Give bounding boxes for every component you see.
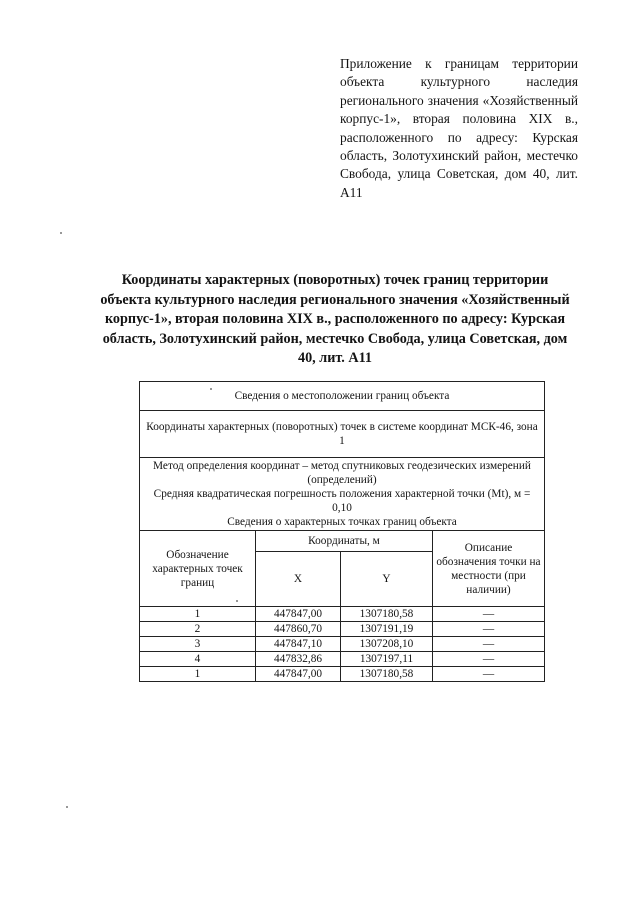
- coord-system-row: [140, 411, 545, 458]
- x-cell: 447847,00: [256, 607, 341, 622]
- method-row: [140, 458, 545, 531]
- table-row: [140, 622, 545, 637]
- scan-speck: [60, 232, 62, 234]
- table-row: [140, 607, 545, 622]
- y-cell: 1307197,11: [341, 652, 433, 667]
- point-cell: 1: [140, 607, 256, 622]
- scan-speck: [210, 388, 212, 390]
- document-title-text: Координаты характерных (поворотных) точек границ территории объекта культурного наследия регионального значения «Хозяйственный корпус-1», вторая половина XIX в., расположенного по адресу: Курская область, Золотухинский район, местечко Свобода, улица Советская, дом 40, лит. А11: [100, 272, 570, 366]
- x-cell: 447860,70: [256, 622, 341, 637]
- y-cell: 1307208,10: [341, 637, 433, 652]
- y-header: Y: [341, 552, 433, 607]
- coordinates-table: [139, 381, 545, 682]
- y-cell: 1307180,58: [341, 667, 433, 682]
- table-row: [140, 667, 545, 682]
- location-header-row: [140, 382, 545, 411]
- coord-system-text: Координаты характерных (поворотных) точек в системе координат МСК-46, зона 1: [140, 411, 545, 458]
- x-header: X: [256, 552, 341, 607]
- method-text: Метод определения координат – метод спутниковых геодезических измерений (определений): [153, 460, 531, 486]
- designation-header: Обозначение характерных точек границ: [140, 531, 256, 607]
- table-row: [140, 637, 545, 652]
- accuracy-text: Средняя квадратическая погрешность положения характерной точки (Mt), м = 0,10: [153, 488, 531, 514]
- method-cell: [140, 458, 545, 531]
- point-cell: 1: [140, 667, 256, 682]
- document-title: [100, 271, 570, 369]
- description-header: Описание обозначения точки на местности (при наличии): [433, 531, 545, 607]
- description-cell: —: [433, 637, 545, 652]
- description-cell: —: [433, 667, 545, 682]
- annex-note: [340, 55, 578, 202]
- point-cell: 4: [140, 652, 256, 667]
- y-cell: 1307180,58: [341, 607, 433, 622]
- y-cell: 1307191,19: [341, 622, 433, 637]
- x-cell: 447832,86: [256, 652, 341, 667]
- x-cell: 447847,10: [256, 637, 341, 652]
- location-header: Сведения о местоположении границ объекта: [140, 382, 545, 411]
- annex-note-text: Приложение к границам территории объекта культурного наследия регионального значения «Хозяйственный корпус-1», вторая половина XIX в., расположенного по адресу: Курская область, Золотухинский район, местечко Свобода, улица Советская, дом 40, лит. А11: [340, 56, 578, 200]
- table-row: [140, 652, 545, 667]
- points-header: Сведения о характерных точках границ объекта: [227, 516, 457, 528]
- coordinates-header: Координаты, м: [256, 531, 433, 552]
- point-cell: 2: [140, 622, 256, 637]
- description-cell: —: [433, 652, 545, 667]
- point-cell: 3: [140, 637, 256, 652]
- column-header-row: [140, 531, 545, 552]
- description-cell: —: [433, 607, 545, 622]
- x-cell: 447847,00: [256, 667, 341, 682]
- scan-speck: [66, 806, 68, 808]
- description-cell: —: [433, 622, 545, 637]
- scan-speck: [236, 600, 238, 602]
